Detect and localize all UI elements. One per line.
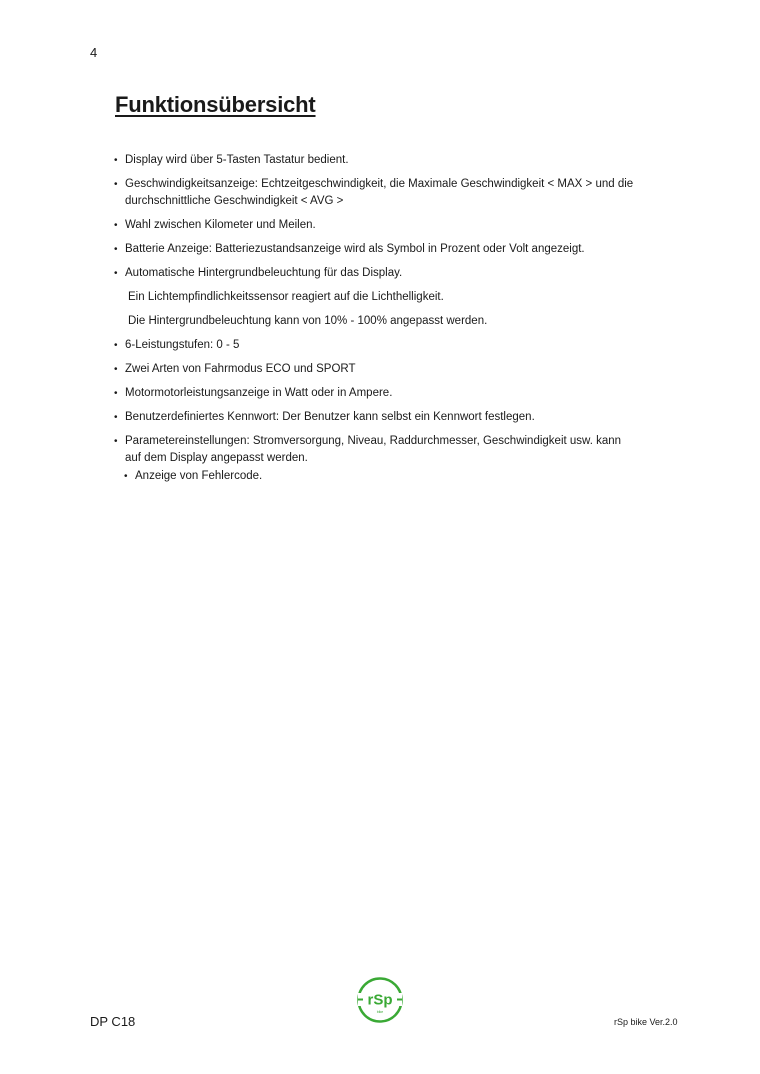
list-item — [114, 241, 654, 258]
list-item — [114, 265, 654, 282]
rsp-logo-icon — [357, 977, 403, 1023]
list-item — [114, 217, 654, 234]
list-item-text: Display wird über 5-Tasten Tastatur bedient. — [125, 154, 349, 166]
list-item-text: Zwei Arten von Fahrmodus ECO und SPORT — [125, 363, 356, 375]
backlight-note: Die Hintergrundbeleuchtung kann von 10% - 100% angepasst werden. — [128, 315, 488, 327]
bullet-icon: • — [114, 388, 118, 399]
list-item — [114, 433, 654, 467]
bullet-icon: • — [114, 179, 118, 190]
list-item — [114, 152, 654, 169]
page-title: Funktionsübersicht — [115, 92, 316, 117]
bullet-icon: • — [114, 436, 118, 447]
bullet-icon: • — [114, 268, 118, 279]
list-item-text: Geschwindigkeitsanzeige: Echtzeitgeschwindigkeit, die Maximale Geschwindigkeit < MAX > und die durchschnittliche Geschwindigkeit < AVG > — [125, 178, 634, 207]
list-item-text: Benutzerdefiniertes Kennwort: Der Benutzer kann selbst ein Kennwort festlegen. — [125, 411, 535, 423]
list-item — [114, 409, 654, 426]
footer-version: rSp bike Ver.2.0 — [614, 1017, 678, 1027]
list-item-text: 6-Leistungstufen: 0 - 5 — [125, 339, 240, 351]
sub-list-item — [114, 468, 654, 485]
list-item-text: Batterie Anzeige: Batteriezustandsanzeige wird als Symbol in Prozent oder Volt angezeigt. — [125, 243, 585, 255]
bullet-icon: • — [124, 471, 128, 482]
list-item-text: Wahl zwischen Kilometer und Meilen. — [125, 219, 316, 231]
page-number: 4 — [90, 45, 98, 60]
bullet-icon: • — [114, 220, 118, 231]
list-item — [114, 337, 654, 354]
bullet-icon: • — [114, 412, 118, 423]
logo-subtext: bike — [376, 1010, 384, 1014]
logo-text: rSp — [367, 991, 393, 1009]
bullet-icon: • — [114, 340, 118, 351]
footer-model: DP C18 — [90, 1014, 136, 1029]
list-item-text: Motormotorleistungsanzeige in Watt oder in Ampere. — [125, 387, 393, 399]
bullet-icon: • — [114, 155, 118, 166]
list-item — [114, 361, 654, 378]
list-item-text: Anzeige von Fehlercode. — [135, 470, 263, 482]
list-item — [114, 176, 654, 210]
backlight-note: Ein Lichtempfindlichkeitssensor reagiert auf die Lichthelligkeit. — [128, 291, 444, 303]
feature-list — [114, 152, 654, 485]
list-item-text: Parametereinstellungen: Stromversorgung, Niveau, Raddurchmesser, Geschwindigkeit usw. kann auf dem Display angepasst werden. — [125, 435, 622, 464]
list-item-text: Automatische Hintergrundbeleuchtung für das Display. — [125, 267, 403, 279]
bullet-icon: • — [114, 244, 118, 255]
bullet-icon: • — [114, 364, 118, 375]
list-item — [114, 385, 654, 402]
